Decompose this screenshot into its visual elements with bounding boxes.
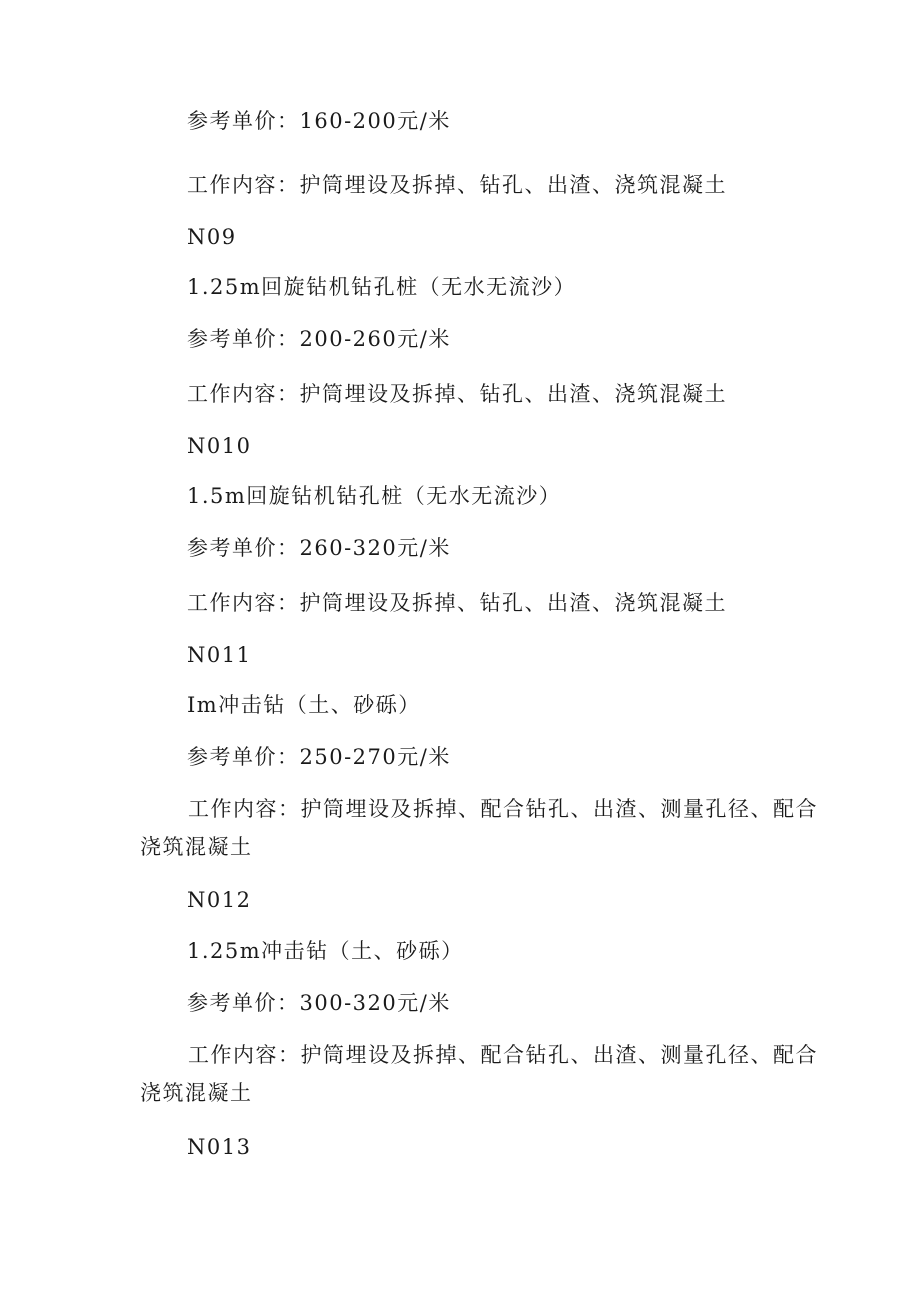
item-number: N012 bbox=[187, 888, 252, 912]
work-content-paragraph: 工作内容：护筒埋设及拆掉、配合钻孔、出渣、测量孔径、配合浇筑混凝土 bbox=[140, 797, 818, 859]
item-number: N010 bbox=[187, 434, 252, 458]
item-number: N011 bbox=[187, 643, 252, 667]
price-line: 参考单价：160-200元/米 bbox=[187, 109, 451, 133]
price-line: 参考单价：250-270元/米 bbox=[187, 745, 451, 769]
work-content-line: 工作内容：护筒埋设及拆掉、钻孔、出渣、浇筑混凝土 bbox=[187, 173, 727, 197]
price-line: 参考单价：300-320元/米 bbox=[187, 991, 451, 1015]
price-line: 参考单价：200-260元/米 bbox=[187, 327, 451, 351]
item-title: Im冲击钻（土、砂砾） bbox=[187, 693, 421, 717]
work-content-line: 工作内容：护筒埋设及拆掉、钻孔、出渣、浇筑混凝土 bbox=[187, 591, 727, 615]
item-title: 1.25m回旋钻机钻孔桩（无水无流沙） bbox=[187, 275, 577, 299]
item-number: N09 bbox=[187, 225, 237, 249]
item-number: N013 bbox=[187, 1135, 252, 1159]
price-line: 参考单价：260-320元/米 bbox=[187, 536, 451, 560]
item-title: 1.25m冲击钻（土、砂砾） bbox=[187, 939, 464, 963]
work-content-paragraph: 工作内容：护筒埋设及拆掉、配合钻孔、出渣、测量孔径、配合浇筑混凝土 bbox=[140, 1043, 818, 1105]
item-title: 1.5m回旋钻机钻孔桩（无水无流沙） bbox=[187, 484, 562, 508]
work-content-line: 工作内容：护筒埋设及拆掉、钻孔、出渣、浇筑混凝土 bbox=[187, 382, 727, 406]
